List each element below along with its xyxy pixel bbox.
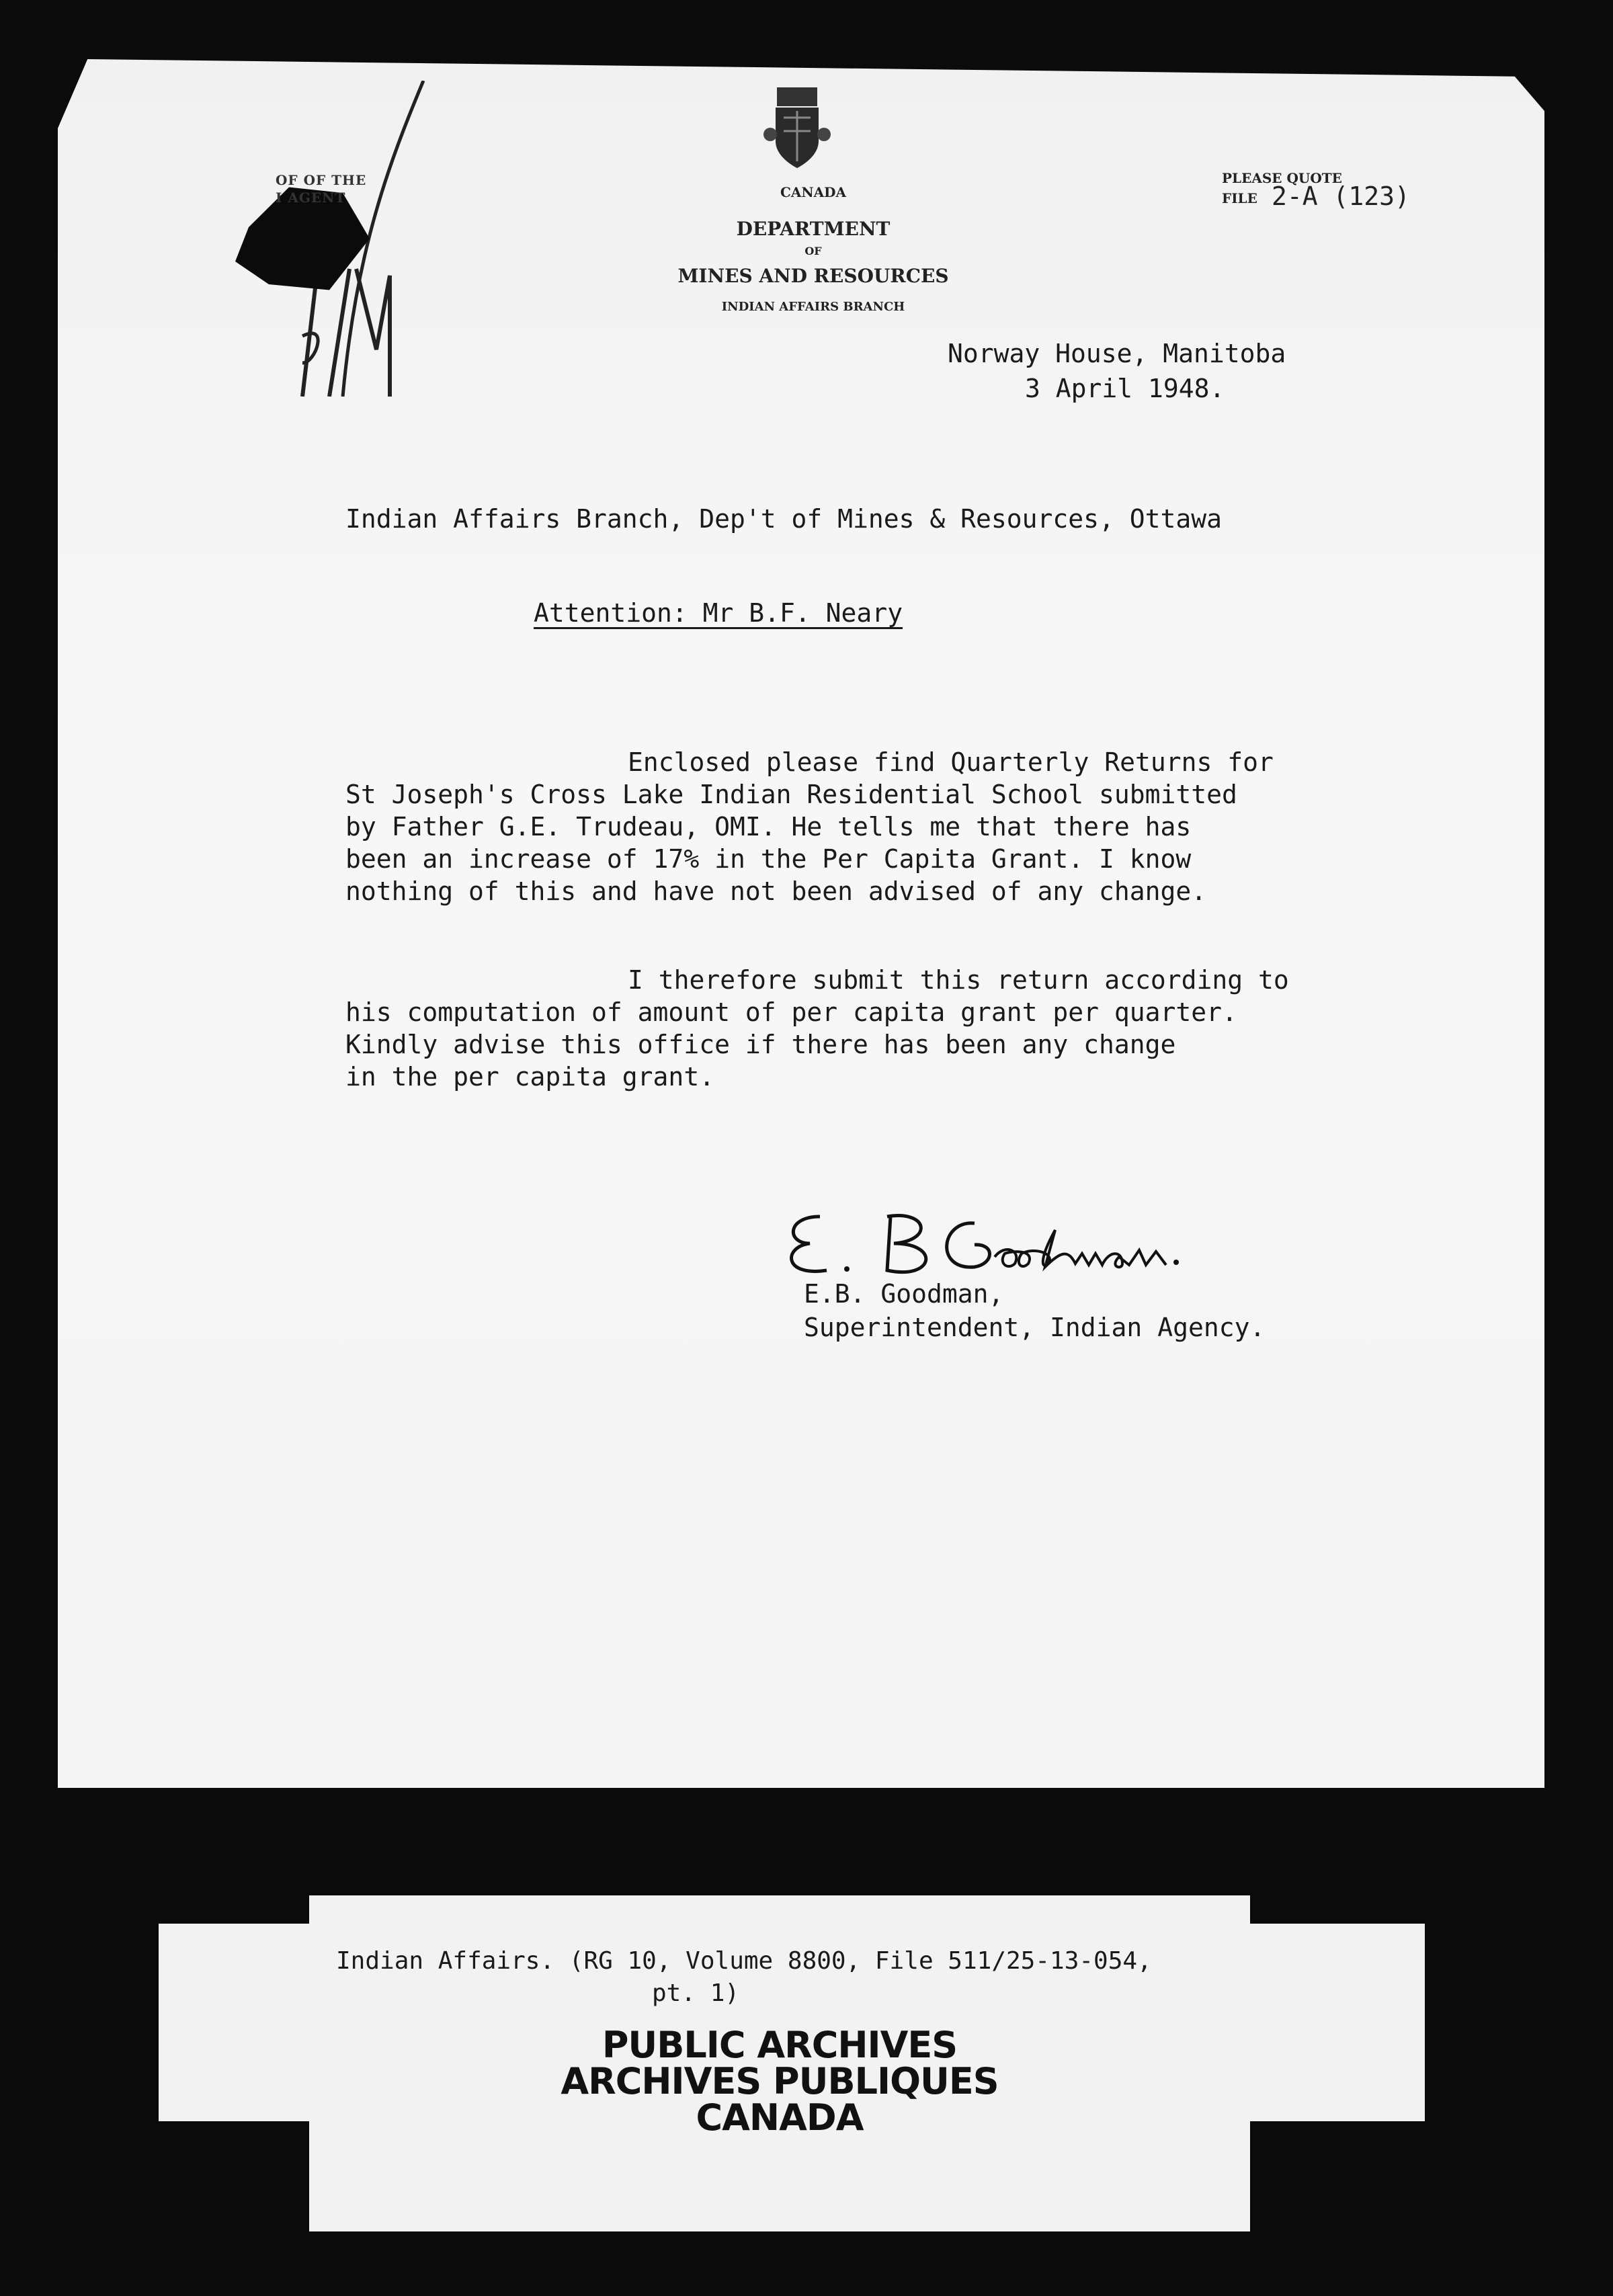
please-quote-text: PLEASE QUOTE (1222, 170, 1342, 186)
signer-block (804, 1277, 1265, 1344)
archive-citation-line1: Indian Affairs. (RG 10, Volume 8800, File 511/25-13-054, (336, 1947, 1152, 1975)
archives-title-line2: ARCHIVES PUBLIQUES (561, 2060, 999, 2102)
letterhead-branch: INDIAN AFFAIRS BRANCH (721, 300, 905, 314)
archive-citation (336, 1945, 1152, 2010)
archives-title-line1: PUBLIC ARCHIVES (602, 2024, 958, 2066)
file-number: 2-A (123) (1272, 181, 1410, 211)
paragraph-1-line: been an increase of 17% in the Per Capita Grant. I know (345, 844, 1192, 874)
canada-crest-icon (763, 81, 831, 175)
archives-title-line3: CANADA (696, 2096, 864, 2139)
paragraph-1-line: by Father G.E. Trudeau, OMI. He tells me that there has (345, 812, 1192, 842)
signer-title: Superintendent, Indian Agency. (804, 1313, 1266, 1342)
paragraph-2 (345, 964, 1475, 1093)
paragraph-1-line: St Joseph's Cross Lake Indian Residential School submitted (345, 780, 1237, 809)
archive-citation-line2: pt. 1) (652, 1979, 740, 2007)
file-label: FILE (1222, 190, 1257, 206)
paragraph-1-line: nothing of this and have not been advised of any change. (345, 876, 1207, 906)
archives-title (309, 2024, 1250, 2139)
letter-date: 3 April 1948. (1025, 374, 1225, 403)
addressee: Indian Affairs Branch, Dep't of Mines & Resources, Ottawa (345, 504, 1223, 534)
paragraph-1 (345, 746, 1475, 907)
letterhead-ministry: MINES AND RESOURCES (677, 265, 949, 287)
place-date-block (948, 336, 1286, 406)
letterhead-department: DEPARTMENT (736, 218, 891, 240)
letterhead-of: OF (804, 245, 822, 257)
corner-label-line1: OF OF THE (276, 172, 367, 188)
attention-line: Attention: Mr B.F. Neary (534, 598, 903, 628)
signer-name: E.B. Goodman, (804, 1279, 1004, 1309)
handwritten-signature (773, 1203, 1270, 1284)
corner-label-line2: I AGENT (276, 190, 346, 206)
letter-place: Norway House, Manitoba (948, 339, 1286, 368)
paragraph-2-line: I therefore submit this return according to (628, 965, 1289, 995)
paragraph-2-line: Kindly advise this office if there has been any change (345, 1030, 1176, 1059)
paragraph-2-line: in the per capita grant. (345, 1062, 715, 1092)
paragraph-2-line: his computation of amount of per capita grant per quarter. (345, 997, 1237, 1027)
paragraph-1-line: Enclosed please find Quarterly Returns for (628, 747, 1274, 777)
letterhead-country: CANADA (780, 184, 847, 200)
